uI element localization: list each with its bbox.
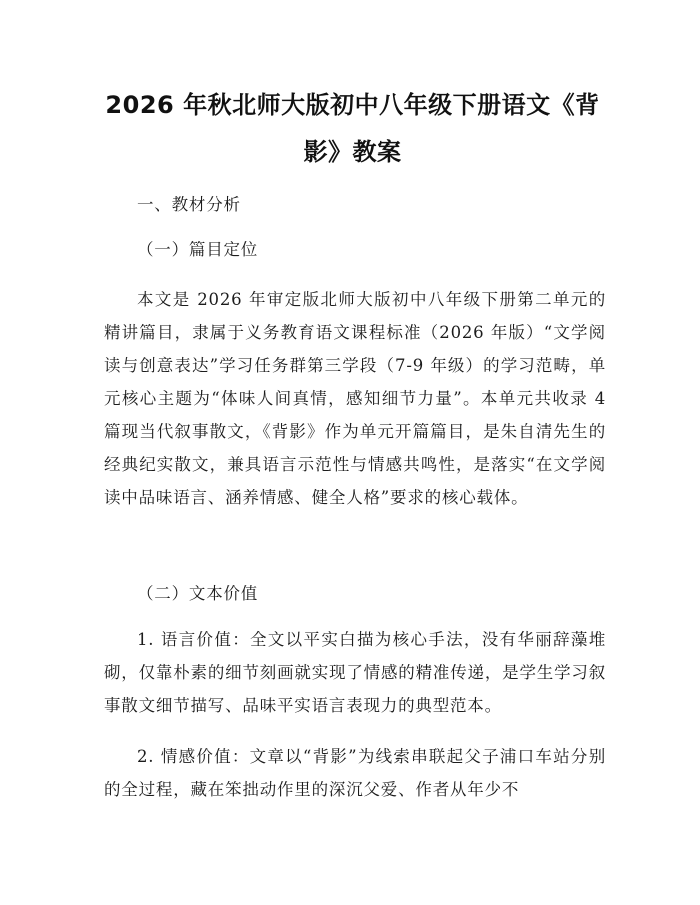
list-item-emotional-value: 2. 情感价值：文章以“背影”为线索串联起父子浦口车站分别的全过程，藏在笨拙动作里的深沉父爱、作者从年少不 <box>104 747 606 799</box>
subsection-heading-positioning: （一）篇目定位 <box>137 240 259 259</box>
document-title: 2026 年秋北师大版初中八年级下册语文《背影》教案 <box>105 91 600 166</box>
section-heading-textbook-analysis: 一、教材分析 <box>137 195 241 214</box>
positioning-paragraph: 本文是 2026 年审定版北师大版初中八年级下册第二单元的精讲篇目，隶属于义务教育语文课程标准（2026 年版）“文学阅读与创意表达”学习任务群第三学段（7-9 年级）的学习范畴，单元核心主题为“体味人间真情，感知细节力量”。本单元共收录 4 篇现当代叙事散文，《背影》作为单元开篇篇目，是朱自清先生的经典纪实散文，兼具语言示范性与情感共鸣性，是落实“在文学阅读中品味语言、涵养情感、健全人格”要求的核心载体。 <box>104 290 606 507</box>
list-item-language-value: 1. 语言价值：全文以平实白描为核心手法，没有华丽辞藻堆砌，仅靠朴素的细节刻画就实现了情感的精准传递，是学生学习叙事散文细节描写、品味平实语言表现力的典型范本。 <box>104 630 606 715</box>
subsection-heading-text-value: （二）文本价值 <box>137 584 259 603</box>
